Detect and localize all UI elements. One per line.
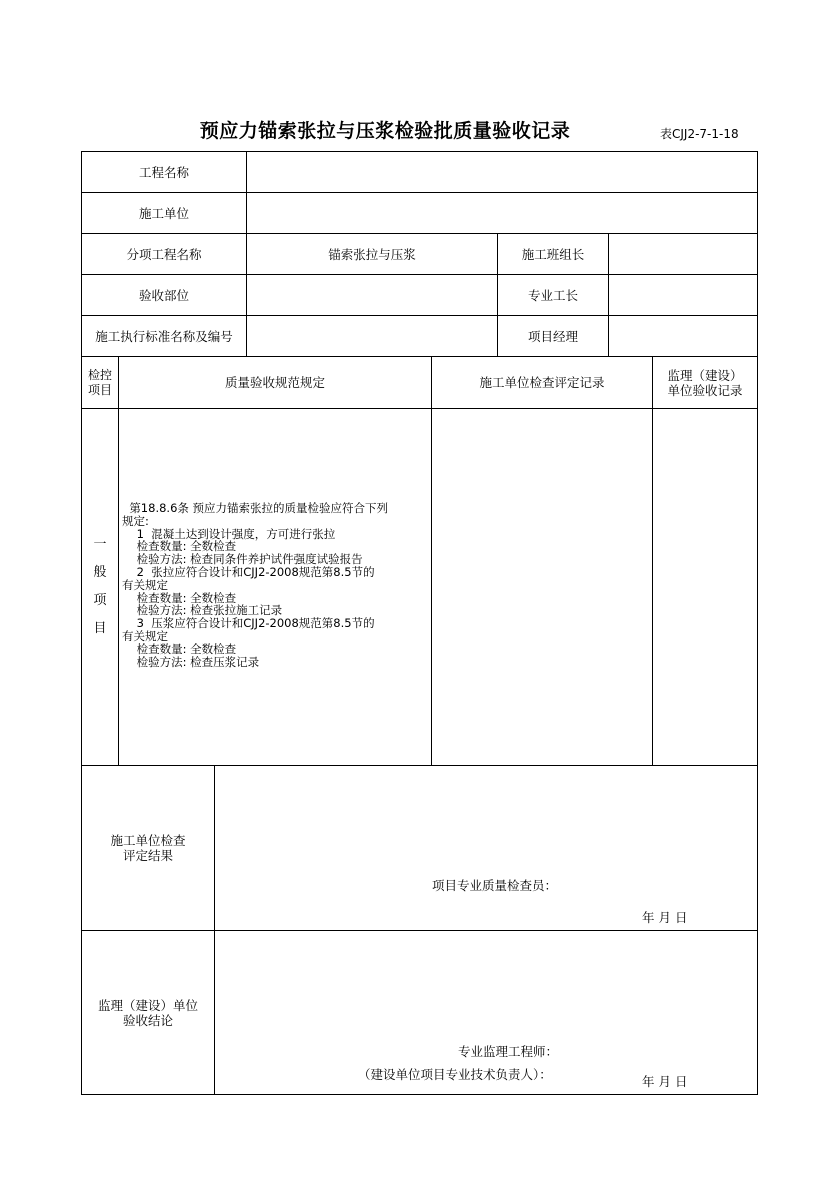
project-name-label: 工程名称	[138, 164, 189, 180]
spec-header: 质量验收规范规定	[224, 375, 325, 390]
acceptance-part-value[interactable]	[247, 275, 497, 315]
supervisor-header-line2: 单位验收记录	[667, 382, 743, 398]
supervisor-date: 年 月 日	[642, 1074, 688, 1089]
contractor-result-label-line2: 评定结果	[122, 848, 173, 863]
subitem-name-value: 锚索张拉与压浆	[328, 246, 416, 262]
general-label-char: 一	[93, 537, 107, 552]
check-item-header	[82, 357, 118, 408]
acceptance-part-label: 验收部位	[138, 287, 189, 303]
supervisor-result-label	[82, 931, 214, 1094]
form-code: 表CJJ2-7-1-18	[660, 127, 739, 141]
team-leader-label: 施工班组长	[521, 246, 585, 262]
team-leader-value[interactable]	[609, 234, 757, 274]
foreman-value[interactable]	[609, 275, 757, 315]
supervisor-header-line1: 监理（建设）	[667, 367, 743, 383]
project-manager-label: 项目经理	[527, 328, 578, 344]
contractor-result-label	[82, 766, 214, 930]
check-item-header-line1: 检控	[87, 368, 112, 383]
standard-label: 施工执行标准名称及编号	[95, 328, 233, 344]
general-label-char: 般	[93, 565, 107, 580]
supervisor-record-cell[interactable]	[653, 409, 757, 765]
owner-rep-signature-label: （建设单位项目专业技术负责人）：	[358, 1067, 552, 1082]
supervisor-result-label-line2: 验收结论	[122, 1012, 173, 1028]
supervisor-record-header	[653, 357, 757, 408]
supervisor-result-label-line1: 监理（建设）单位	[97, 997, 198, 1013]
inspector-signature-label: 项目专业质量检查员：	[432, 878, 558, 893]
general-items-label	[82, 409, 118, 765]
project-name-value[interactable]	[247, 152, 757, 192]
project-manager-value[interactable]	[609, 316, 757, 356]
contractor-result-label-line1: 施工单位检查	[110, 833, 186, 848]
spec-text: 第18.8.6条 预应力锚索张拉的质量检验应符合下列 规定: 1 混凝土达到设计强度，方可进行张拉 检查数量: 全数检查 检验方法: 检查同条件养护试件强度试验报告 2 张拉应符合设计和CJJ2-2008规范第8.5节的 有关规定 检查数量: 全数检查 检验方法: 检查张拉施工记录 3 压浆应符合设计和CJJ2-2008规范第8.5节的 有关规定 检查数量: 全数检查 检验方法: 检查压浆记录	[122, 501, 389, 669]
page-title: 预应力锚索张拉与压浆检验批质量验收记录	[199, 120, 571, 142]
subitem-name-label: 分项工程名称	[126, 246, 202, 262]
contractor-record-header: 施工单位检查评定记录	[479, 375, 605, 390]
engineer-signature-label: 专业监理工程师：	[458, 1044, 559, 1059]
standard-value[interactable]	[247, 316, 497, 356]
contractor-record-cell[interactable]	[432, 409, 652, 765]
contractor-date: 年 月 日	[642, 910, 688, 925]
construction-unit-value[interactable]	[247, 193, 757, 233]
foreman-label: 专业工长	[527, 287, 578, 303]
construction-unit-label: 施工单位	[138, 205, 189, 221]
general-label-char: 目	[93, 621, 107, 636]
check-item-header-line2: 项目	[87, 382, 112, 397]
general-label-char: 项	[93, 593, 107, 608]
